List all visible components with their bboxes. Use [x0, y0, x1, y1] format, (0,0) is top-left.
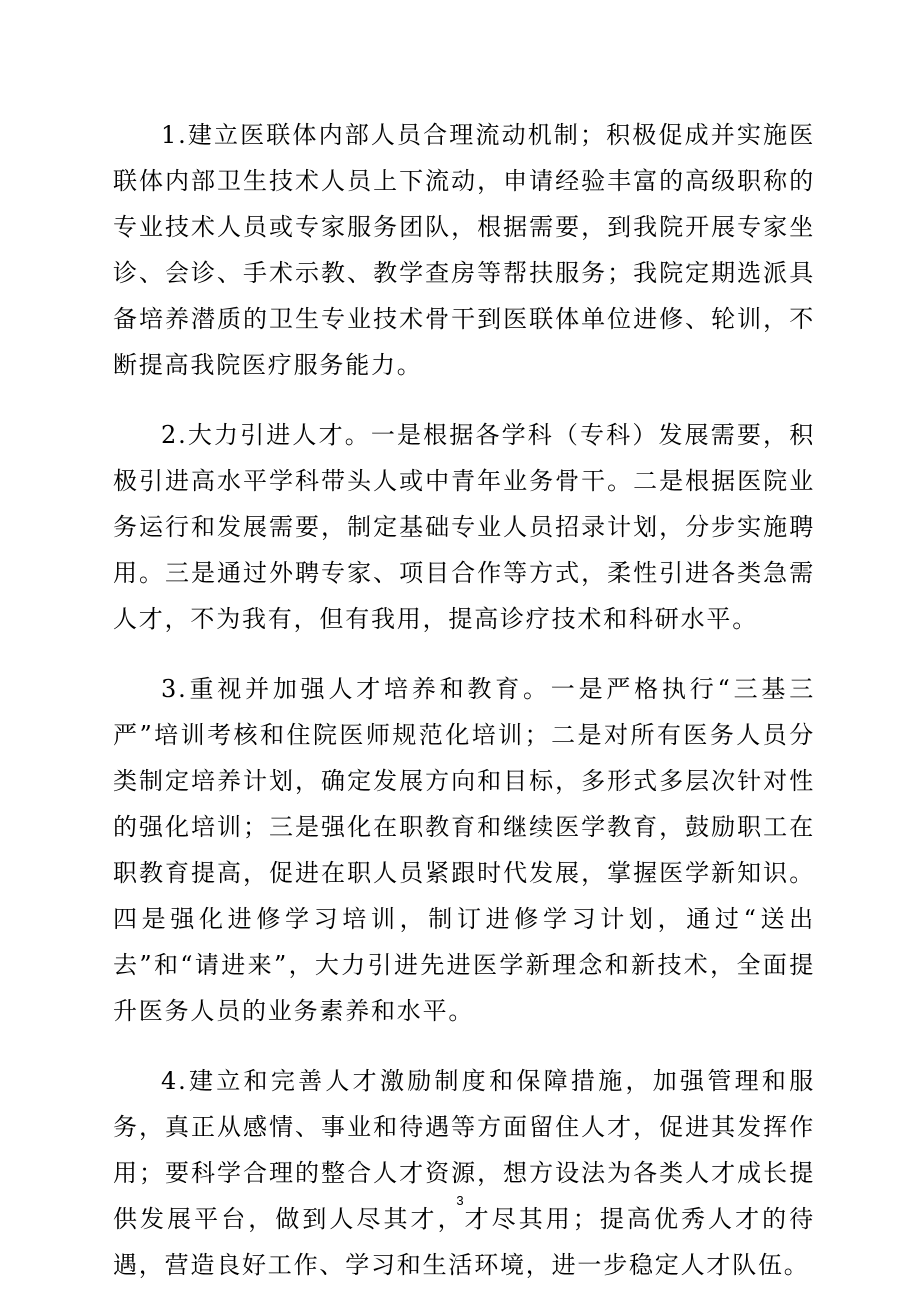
- paragraph-talent-training: 3.重视并加强人才培养和教育。一是严格执行“三基三严”培训考核和住院医师规范化培训；二是对所有医务人员分类制定培养计划，确定发展方向和目标，多形式多层次针对性的强化培训；三是强化在职教育和继续医学教育，鼓励职工在职教育提高，促进在职人员紧跟时代发展，掌握医学新知识。四是强化进修学习培训，制订进修学习计划，通过“送出去”和“请进来”，大力引进先进医学新理念和新技术，全面提升医务人员的业务素养和水平。: [113, 675, 815, 1025]
- paragraph-talent-incentives: 4.建立和完善人才激励制度和保障措施，加强管理和服务，真正从感情、事业和待遇等方面留住人才，促进其发挥作用；要科学合理的整合人才资源，想方设法为各类人才成长提供发展平台，做到人尽其才，才尽其用；提高优秀人才的待遇，营造良好工作、学习和生活环境，进一步稳定人才队伍。: [113, 1067, 815, 1279]
- paragraph-talent-recruitment: 2.大力引进人才。一是根据各学科（专科）发展需要，积极引进高水平学科带头人或中青年业务骨干。二是根据医院业务运行和发展需要，制定基础专业人员招录计划，分步实施聘用。三是通过外聘专家、项目合作等方式，柔性引进各类急需人才，不为我有，但有我用，提高诊疗技术和科研水平。: [113, 421, 815, 633]
- document-body: [113, 112, 815, 1312]
- page-number: 3: [456, 1193, 464, 1208]
- paragraph-talent-flow: 1.建立医联体内部人员合理流动机制；积极促成并实施医联体内部卫生技术人员上下流动，申请经验丰富的高级职称的专业技术人员或专家服务团队，根据需要，到我院开展专家坐诊、会诊、手术示教、教学查房等帮扶服务；我院定期选派具备培养潜质的卫生专业技术骨干到医联体单位进修、轮训，不断提高我院医疗服务能力。: [113, 121, 815, 379]
